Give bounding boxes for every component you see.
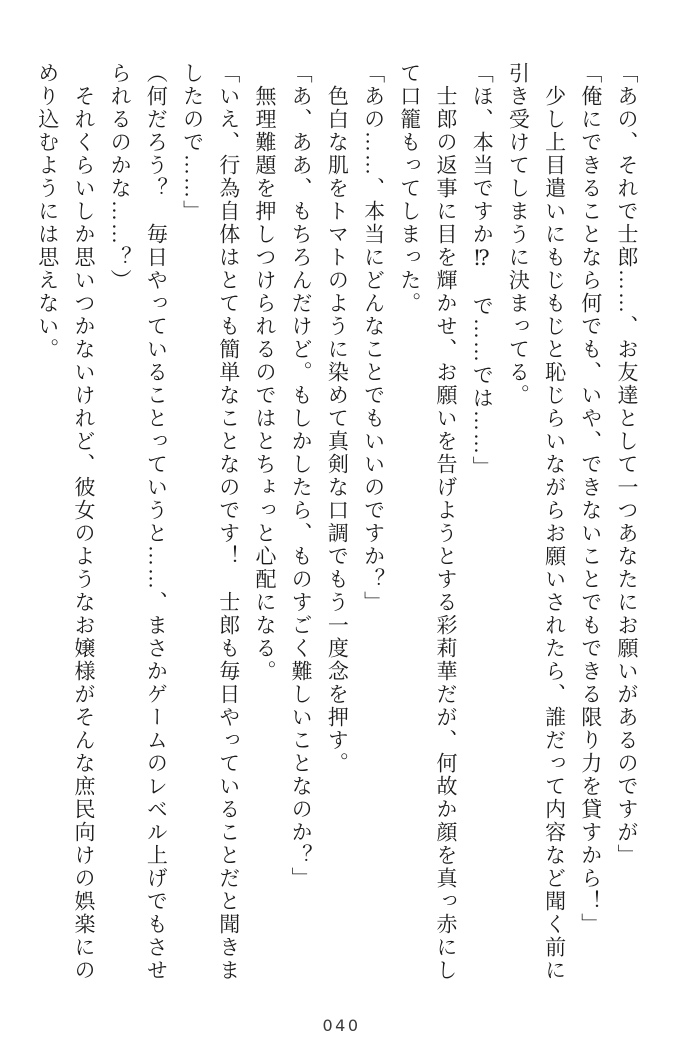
text-column-10: 「あ、ああ、もちろんだけど。もしかしたら、ものすごく難しいことなのか？」 bbox=[289, 62, 314, 890]
text-column-11: 無理難題を押しつけられるのではとちょっと心配になる。 bbox=[252, 85, 277, 683]
text-column-2: 「俺にできることなら何でも、いや、できないことでもできる限り力を貸すから！」 bbox=[578, 62, 603, 936]
text-column-12: 「いえ、行為自体はとても簡単なことなのです！ 士郎も毎日やっていることだと聞きま bbox=[216, 62, 241, 982]
text-column-6: 士郎の返事に目を輝かせ、お願いを告げようとする彩莉華だが、何故か顔を真っ赤にし bbox=[433, 85, 458, 982]
text-column-8: 「あの……、本当にどんなことでもいいのですか？」 bbox=[361, 62, 386, 614]
text-column-17: めり込むようには思えない。 bbox=[35, 62, 60, 361]
text-column-3: 少し上目遣いにもじもじと恥じらいながらお願いされたら、誰だって内容など聞く前に bbox=[542, 85, 567, 982]
text-column-16: それくらいしか思いつかないけれど、彼女のようなお嬢様がそんな庶民向けの娯楽にの bbox=[71, 85, 96, 982]
text-column-1: 「あの、それで士郎……、お友達として一つあなたにお願いがあるのですが」 bbox=[615, 62, 639, 867]
text-column-4: 引き受けてしまうに決まってる。 bbox=[506, 62, 531, 407]
page-number-label: 040 bbox=[322, 1016, 361, 1035]
text-column-9: 色白な肌をトマトのように染めて真剣な口調でもう一度念を押す。 bbox=[325, 85, 350, 775]
text-column-14: （何だろう？ 毎日やっていることっていうと……、まさかゲームのレベル上げでもさせ bbox=[144, 62, 169, 982]
text-column-7: て口籠もってしまった。 bbox=[397, 62, 422, 315]
text-column-13: したので……」 bbox=[180, 62, 205, 223]
text-column-5: 「ほ、本当ですか⁉ で……では……」 bbox=[470, 62, 495, 479]
text-column-15: られるのかな……？） bbox=[108, 62, 133, 292]
vertical-text-block bbox=[30, 62, 645, 997]
